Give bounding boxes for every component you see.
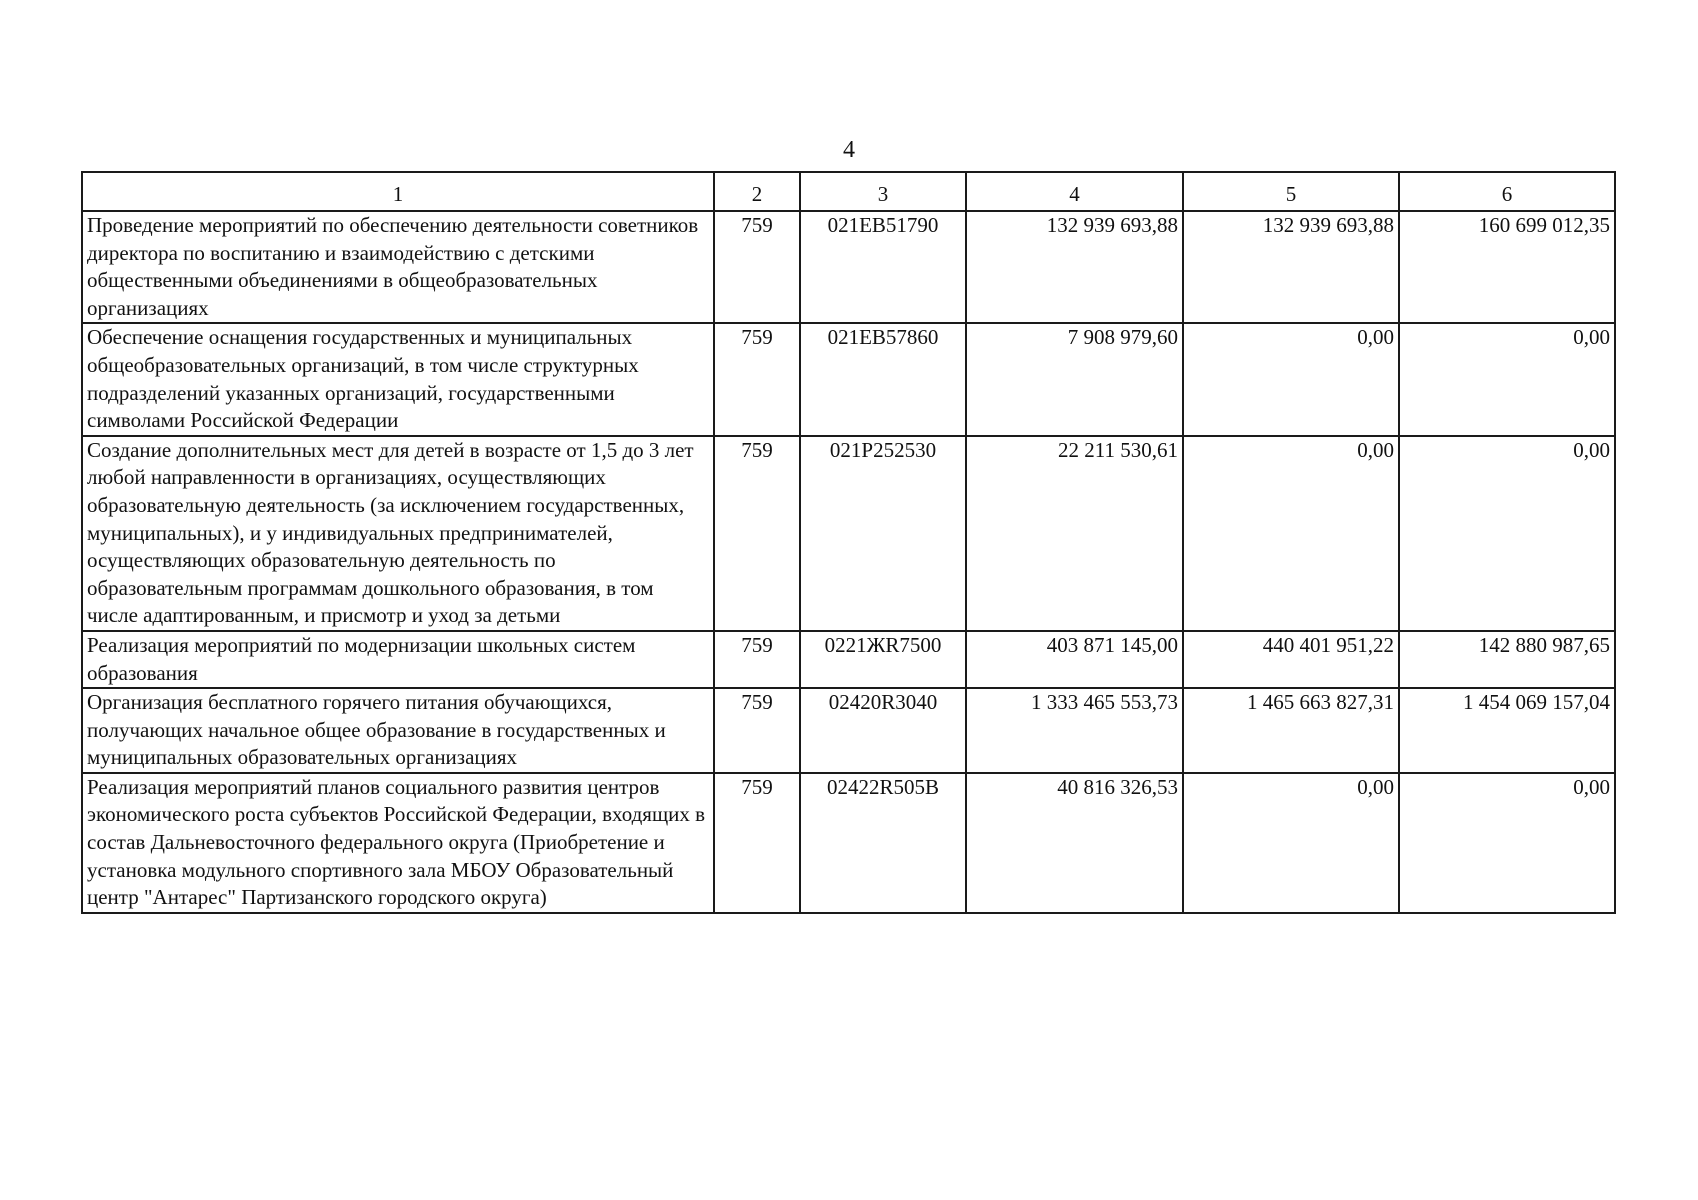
row-description: Реализация мероприятий по модернизации школьных систем образования [82, 631, 714, 688]
row-chapter: 759 [714, 436, 800, 631]
table-row [82, 688, 1615, 773]
row-amount-5: 0,00 [1183, 436, 1399, 631]
row-amount-4: 22 211 530,61 [966, 436, 1183, 631]
row-amount-4: 132 939 693,88 [966, 211, 1183, 323]
table-row [82, 323, 1615, 435]
row-description: Обеспечение оснащения государственных и муниципальных общеобразовательных организаций, в том числе структурных подразделений указанных организаций, государственными символами Российской Федерации [82, 323, 714, 435]
row-amount-5: 0,00 [1183, 773, 1399, 913]
row-amount-5: 440 401 951,22 [1183, 631, 1399, 688]
row-amount-4: 40 816 326,53 [966, 773, 1183, 913]
row-amount-6: 0,00 [1399, 323, 1615, 435]
row-code: 02422R505B [800, 773, 966, 913]
row-code: 021EB57860 [800, 323, 966, 435]
column-header-6: 6 [1399, 172, 1615, 211]
table-row [82, 436, 1615, 631]
row-chapter: 759 [714, 631, 800, 688]
column-header-3: 3 [800, 172, 966, 211]
table-row [82, 773, 1615, 913]
row-chapter: 759 [714, 688, 800, 773]
row-amount-5: 132 939 693,88 [1183, 211, 1399, 323]
row-amount-6: 160 699 012,35 [1399, 211, 1615, 323]
row-amount-4: 1 333 465 553,73 [966, 688, 1183, 773]
page-number: 4 [843, 137, 855, 163]
budget-table [81, 171, 1616, 914]
row-description: Создание дополнительных мест для детей в возрасте от 1,5 до 3 лет любой направленности в организациях, осуществляющих образовательную деятельность (за исключением государственных, муниципальных), и у индивидуальных предпринимателей, осуществляющих образовательную деятельность по образовательным программам дошкольного образования, в том числе адаптированным, и присмотр и уход за детьми [82, 436, 714, 631]
row-chapter: 759 [714, 211, 800, 323]
table-row [82, 631, 1615, 688]
row-chapter: 759 [714, 773, 800, 913]
row-amount-6: 0,00 [1399, 436, 1615, 631]
row-description: Проведение мероприятий по обеспечению деятельности советников директора по воспитанию и взаимодействию с детскими общественными объединениями в общеобразовательных организациях [82, 211, 714, 323]
row-amount-6: 1 454 069 157,04 [1399, 688, 1615, 773]
row-amount-5: 1 465 663 827,31 [1183, 688, 1399, 773]
row-code: 021P252530 [800, 436, 966, 631]
row-amount-4: 7 908 979,60 [966, 323, 1183, 435]
table-header-row [82, 172, 1615, 211]
row-amount-6: 142 880 987,65 [1399, 631, 1615, 688]
column-header-4: 4 [966, 172, 1183, 211]
row-amount-6: 0,00 [1399, 773, 1615, 913]
row-code: 0221ЖR7500 [800, 631, 966, 688]
column-header-2: 2 [714, 172, 800, 211]
row-code: 021EB51790 [800, 211, 966, 323]
column-header-1: 1 [82, 172, 714, 211]
table-row [82, 211, 1615, 323]
row-amount-4: 403 871 145,00 [966, 631, 1183, 688]
column-header-5: 5 [1183, 172, 1399, 211]
row-chapter: 759 [714, 323, 800, 435]
row-code: 02420R3040 [800, 688, 966, 773]
row-description: Организация бесплатного горячего питания обучающихся, получающих начальное общее образование в государственных и муниципальных образовательных организациях [82, 688, 714, 773]
row-amount-5: 0,00 [1183, 323, 1399, 435]
row-description: Реализация мероприятий планов социального развития центров экономического роста субъектов Российской Федерации, входящих в состав Дальневосточного федерального округа (Приобретение и установка модульного спортивного зала МБОУ Образовательный центр "Антарес" Партизанского городского округа) [82, 773, 714, 913]
